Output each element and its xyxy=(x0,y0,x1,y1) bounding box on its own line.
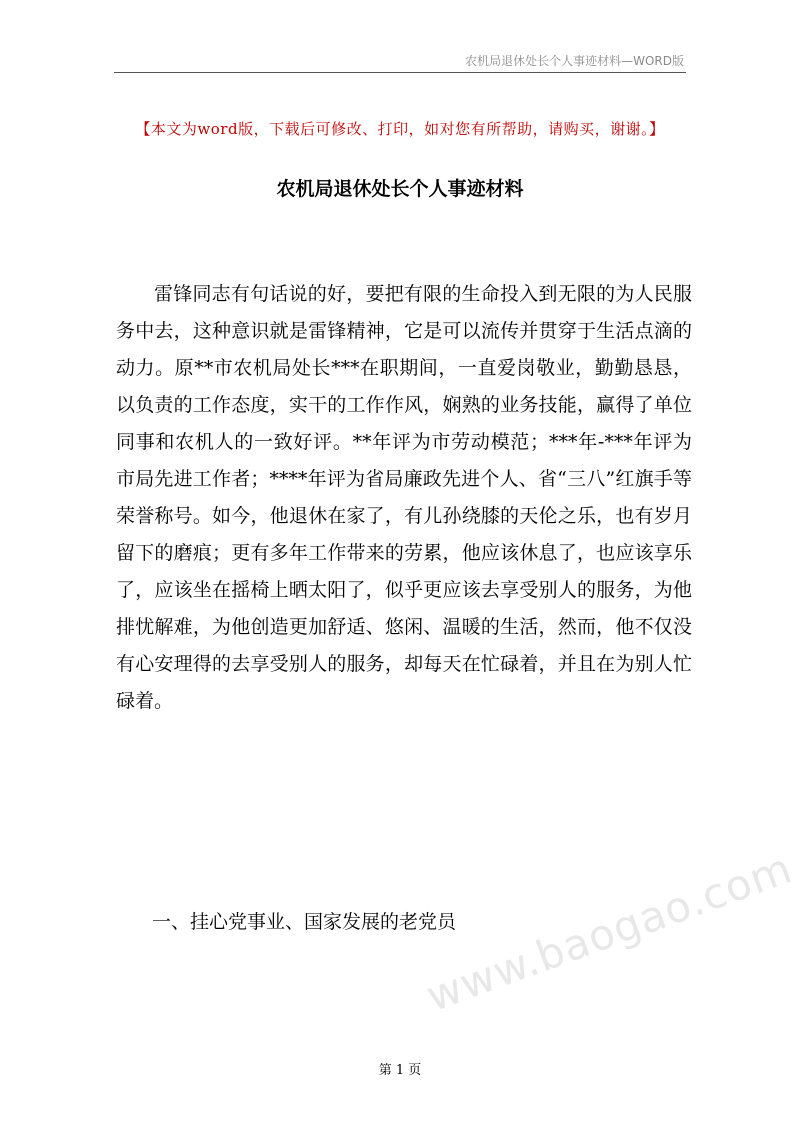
page-number: 第 1 页 xyxy=(378,1063,422,1078)
section-heading: 一、挂心党事业、国家发展的老党员 xyxy=(152,911,457,933)
purchase-notice: 【本文为word版，下载后可修改、打印，如对您有所帮助，请购买，谢谢。】 xyxy=(135,120,665,138)
document-title: 农机局退休处长个人事迹材料 xyxy=(276,178,524,200)
body-paragraph: 雷锋同志有句话说的好，要把有限的生命投入到无限的为人民服务中去，这种意识就是雷锋精神，它是可以流传并贯穿于生活点滴的动力。原**市农机局处长***在职期间，一直爱岗敬业，勤勤恳恳，以负责的工作态度，实干的工作作风，娴熟的业务技能，赢得了单位同事和农机人的一致好评。**年评为市劳动模范；***年-***年评为市局先进工作者；****年评为省局廉政先进个人、省“三八”红旗手等荣誉称号。如今，他退休在家了，有儿孙绕膝的天伦之乐，也有岁月留下的磨痕；更有多年工作带来的劳累，他应该休息了，也应该享乐了，应该坐在摇椅上晒太阳了，似乎更应该去享受别人的服务，为他排忧解难，为他创造更加舒适、悠闲、温暖的生活，然而，他不仅没有心安理得的去享受别人的服务，却每天在忙碌着，并且在为别人忙碌着。 xyxy=(116,283,692,712)
running-header: 农机局退休处长个人事迹材料—WORD版 xyxy=(465,54,684,68)
watermark: www.baogao.com xyxy=(420,843,799,1022)
header-divider xyxy=(114,72,686,73)
